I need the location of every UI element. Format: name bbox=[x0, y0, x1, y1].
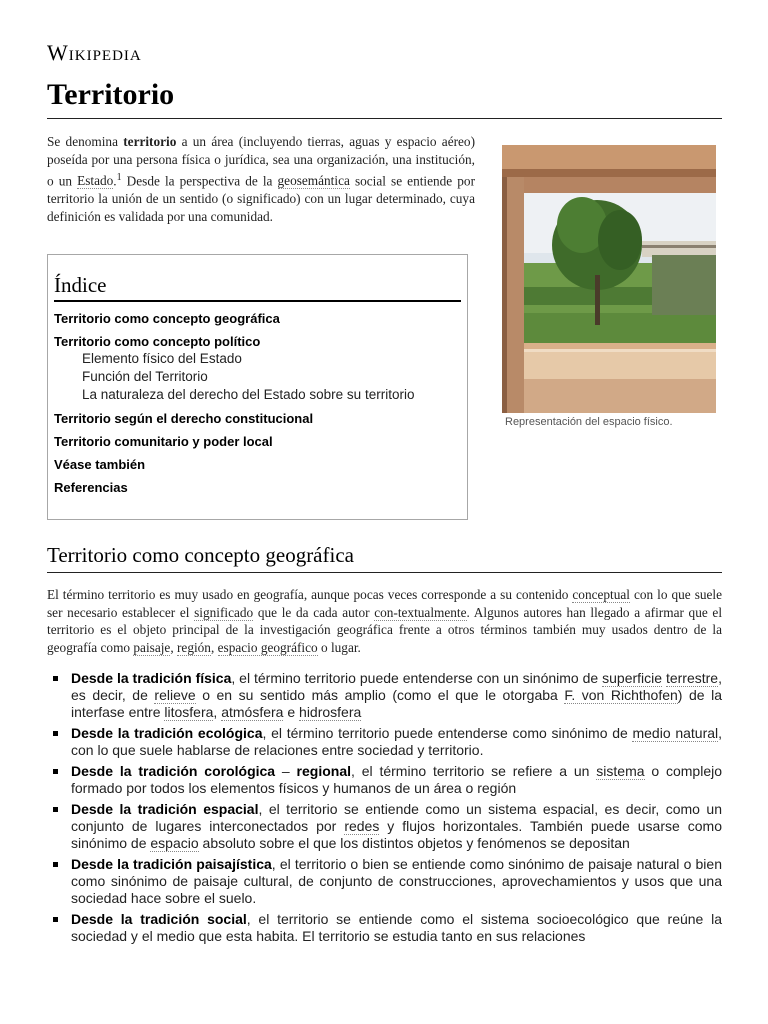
list-item: Desde la tradición social, el territorio se entiende como el sistema socioecológico que reúne la sociedad y el medio que esta habita. El territorio se estudia tanto en sus relaciones bbox=[47, 911, 722, 945]
list-item: Desde la tradición corológica – regional, el término territorio se refiere a un sistema o complejo formado por todos los elementos físicos y humanos de un área o región bbox=[47, 763, 722, 797]
link-espacio[interactable]: espacio bbox=[150, 835, 199, 851]
toc-item-constitucional[interactable]: Territorio según el derecho constitucional bbox=[54, 411, 314, 426]
tradition-list bbox=[47, 670, 722, 949]
list-item: Desde la tradición paisajística, el territorio o bien se entiende como sinónimo de paisaje natural o bien como sinónimo de paisaje cultural, de conjunto de construcciones, aprovechamientos y usos que una sociedad hace sobre el suelo. bbox=[47, 856, 722, 907]
figure-caption: Representación del espacio físico. bbox=[505, 416, 673, 428]
list-item: Desde la tradición espacial, el territorio se entiende como un sistema espacial, es decir, como un conjunto de lugares interconectados por redes y flujos horizontales. También puede usarse como sinónimo de espacio absoluto sobre el que los distintos objetos y fenómenos se depositan bbox=[47, 801, 722, 852]
term-bold: territorio bbox=[123, 134, 177, 149]
link-richthofen[interactable]: F. von Richthofen bbox=[564, 687, 678, 703]
toc-item-politico[interactable]: Territorio como concepto político bbox=[54, 334, 261, 349]
link-hidrosfera[interactable]: hidrosfera bbox=[299, 704, 362, 720]
link-relieve[interactable]: relieve bbox=[154, 687, 196, 703]
link-contextualmente[interactable]: con-textualmente bbox=[374, 604, 467, 620]
footnote-ref[interactable]: 1 bbox=[116, 172, 122, 183]
toc-item-referencias[interactable]: Referencias bbox=[54, 480, 128, 495]
section-heading: Territorio como concepto geográfica bbox=[47, 543, 722, 573]
link-superficie[interactable]: superficie bbox=[602, 670, 663, 686]
link-paisaje[interactable]: paisaje bbox=[133, 639, 171, 655]
link-redes[interactable]: redes bbox=[344, 818, 380, 834]
section-paragraph: El término territorio es muy usado en geografía, aunque pocas veces corresponde a su contenido conceptual con lo que suele ser necesario establecer el significado que le da cada autor con-textualmente. Algunos autores han llegado a afirmar que el territorio es el objeto principal de la investigación geográfica frente a otros términos también muy usados dentro de la geografía como paisaje, región, espacio geográfico o lugar. bbox=[47, 587, 723, 655]
link-conceptual[interactable]: conceptual bbox=[572, 587, 630, 602]
link-terrestre[interactable]: terrestre bbox=[665, 670, 719, 686]
toc-item-elemento-fisico[interactable]: Elemento físico del Estado bbox=[82, 351, 242, 366]
figure bbox=[502, 145, 716, 428]
toc-item-geografica[interactable]: Territorio como concepto geográfica bbox=[54, 311, 280, 326]
wikipedia-logo[interactable]: Wikipedia bbox=[47, 40, 142, 65]
photo-espacio-fisico[interactable] bbox=[502, 145, 716, 413]
toc-item-funcion[interactable]: Función del Territorio bbox=[82, 369, 208, 384]
link-medio-natural[interactable]: medio natural bbox=[632, 725, 719, 741]
link-estado[interactable]: Estado bbox=[77, 173, 114, 189]
list-item: Desde la tradición física, el término territorio puede entenderse con un sinónimo de superficie terrestre, es decir, de relieve o en su sentido más amplio (como el que le otorgaba F. von Richthofen) de la interfase entre litosfera, atmósfera e hidrosfera bbox=[47, 670, 722, 721]
toc-title: Índice bbox=[54, 273, 461, 302]
link-atmosfera[interactable]: atmósfera bbox=[221, 704, 284, 720]
link-region[interactable]: región bbox=[176, 639, 211, 655]
toc-item-vease[interactable]: Véase también bbox=[54, 457, 146, 472]
link-sistema[interactable]: sistema bbox=[596, 763, 645, 779]
link-geosemantica[interactable]: geosemántica bbox=[277, 173, 350, 189]
toc-item-comunitario[interactable]: Territorio comunitario y poder local bbox=[54, 434, 273, 449]
link-espacio-geografico[interactable]: espacio geográfico bbox=[217, 639, 318, 655]
page-title: Territorio bbox=[47, 78, 722, 119]
intro-paragraph: Se denomina territorio a un área (incluyendo tierras, aguas y espacio aéreo) poseída por una persona física o jurídica, sea una organización, una institución, o un Estado.$^1$ Desde la perspectiva de la geosemántica social se entiende por territorio la unión de un sentido (o significado) con un lugar determinado, cuya definición es validada por una comunidad. bbox=[47, 134, 476, 225]
link-litosfera[interactable]: litosfera bbox=[164, 704, 214, 720]
list-item: Desde la tradición ecológica, el término territorio puede entenderse como sinónimo de medio natural, con lo que suele hablarse de relaciones entre sociedad y territorio. bbox=[47, 725, 722, 759]
link-significado[interactable]: significado bbox=[194, 604, 254, 620]
toc-item-naturaleza-derecho[interactable]: La naturaleza del derecho del Estado sobre su territorio bbox=[82, 387, 415, 402]
table-of-contents bbox=[47, 254, 468, 520]
